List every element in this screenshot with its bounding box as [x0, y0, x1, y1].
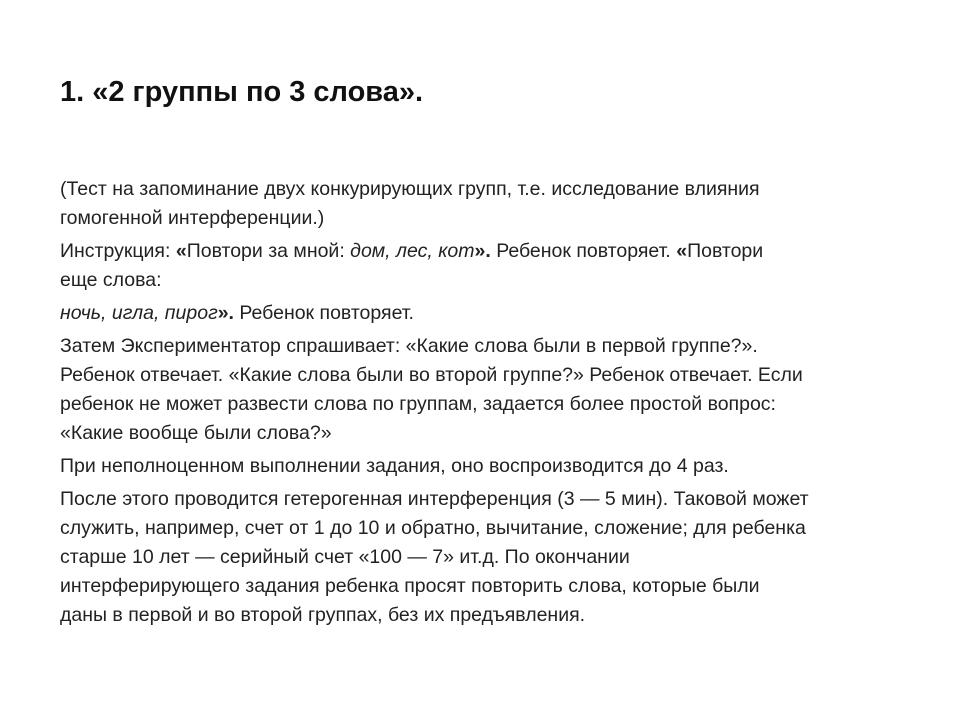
- intro-paragraph: [60, 175, 910, 233]
- slide-title: 1. «2 группы по 3 слова».: [60, 76, 424, 108]
- heterogeneous-line: даны в первой и во второй группах, без их предъявления.: [60, 604, 586, 626]
- slide-body: [60, 175, 910, 634]
- first-word-group: дом, лес, кот: [350, 240, 475, 262]
- instruction-paragraph: [60, 237, 910, 295]
- child-response: Ребенок повторяет.: [490, 240, 677, 262]
- second-words-paragraph: [60, 299, 910, 328]
- heterogeneous-line: старше 10 лет — серийный счет «100 — 7» ит.д. По окончании: [60, 546, 630, 568]
- question-line: ребенок не может развести слова по группам, задается более простой вопрос:: [60, 393, 776, 415]
- intro-line: гомогенной интерференции.): [60, 207, 325, 229]
- question-line: Затем Экспериментатор спрашивает: «Какие слова были в первой группе?».: [60, 335, 758, 357]
- heterogeneous-line: интерферирующего задания ребенка просят повторить слова, которые были: [60, 575, 760, 597]
- second-word-group: ночь, игла, пирог: [60, 302, 218, 324]
- quote-mark: «: [175, 240, 187, 262]
- quote-mark: «: [676, 240, 688, 262]
- instruction-line: [60, 237, 910, 266]
- instruction-lead: Повтори за мной:: [186, 240, 351, 262]
- second-words-line: [60, 299, 910, 328]
- child-response: Ребенок повторяет.: [233, 302, 414, 324]
- quote-mark: ».: [474, 240, 491, 262]
- heterogeneous-paragraph: [60, 485, 910, 630]
- heterogeneous-line: служить, например, счет от 1 до 10 и обратно, вычитание, сложение; для ребенка: [60, 517, 806, 539]
- repeat-line: При неполноценном выполнении задания, оно воспроизводится до 4 раз.: [60, 455, 729, 477]
- question-paragraph: [60, 332, 910, 448]
- question-line: «Какие вообще были слова?»: [60, 422, 332, 444]
- heterogeneous-line: После этого проводится гетерогенная интерференция (3 — 5 мин). Таковой может: [60, 488, 809, 510]
- quote-mark: ».: [217, 302, 234, 324]
- question-line: Ребенок отвечает. «Какие слова были во второй группе?» Ребенок отвечает. Если: [60, 364, 803, 386]
- instruction-again: Повтори: [687, 240, 764, 262]
- intro-line: (Тест на запоминание двух конкурирующих групп, т.е. исследование влияния: [60, 178, 760, 200]
- repeat-paragraph: [60, 452, 910, 481]
- instruction-line: еще слова:: [60, 269, 162, 291]
- instruction-label: Инструкция:: [60, 240, 176, 262]
